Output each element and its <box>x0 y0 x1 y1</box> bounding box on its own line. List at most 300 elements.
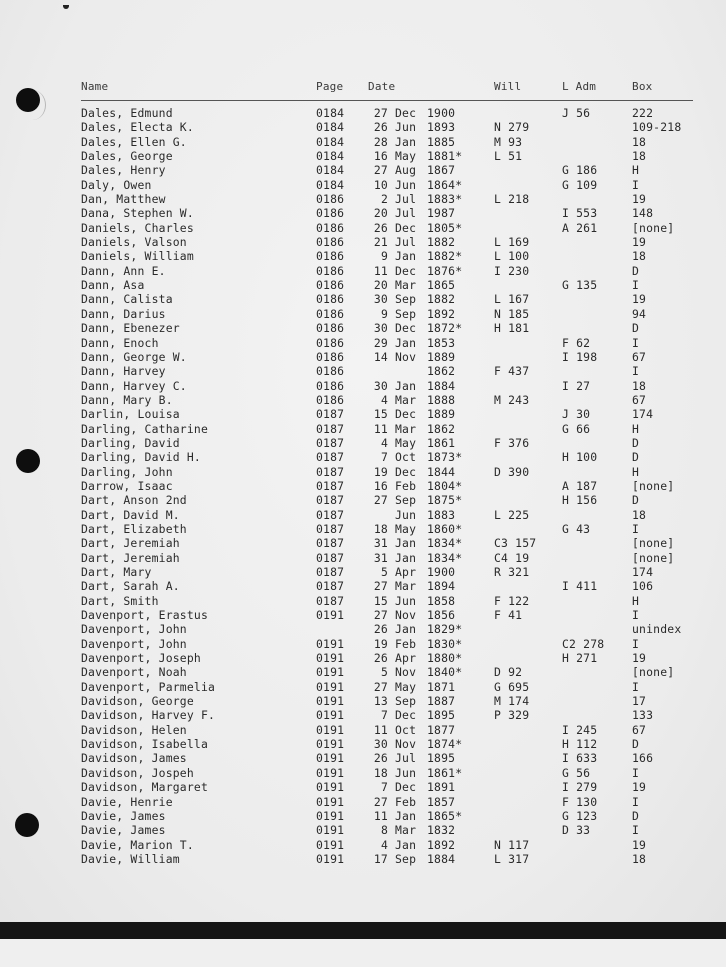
cell-date <box>368 120 482 134</box>
cell-box: 109-218 <box>632 120 682 135</box>
date-year: 1900 <box>427 106 456 120</box>
date-year: 1865* <box>427 808 463 823</box>
date-day: 14 <box>373 349 388 364</box>
cell-date <box>368 465 482 479</box>
table-row <box>81 379 693 393</box>
date-month: May <box>395 679 417 694</box>
date-day: 26 <box>373 220 388 235</box>
cell-name: Davie, James <box>81 823 166 838</box>
cell-box: D <box>632 450 640 465</box>
date-month: Mar <box>395 579 417 594</box>
date-day: 28 <box>373 134 388 149</box>
cell-l-adm: I 553 <box>562 206 598 221</box>
table-row <box>81 651 693 665</box>
table-row <box>81 522 693 536</box>
punch-hole-middle <box>16 449 40 473</box>
cell-box: 166 <box>632 751 654 766</box>
date-day: 26 <box>373 622 388 637</box>
table-row <box>81 292 693 306</box>
date-month: Oct <box>395 722 417 737</box>
table-row <box>81 364 693 378</box>
date-day: 18 <box>373 765 388 780</box>
cell-name: Darrow, Isaac <box>81 478 173 493</box>
date-year: 1900 <box>427 565 456 579</box>
cell-page: 0191 <box>316 608 345 623</box>
date-day: 21 <box>373 235 388 250</box>
cell-l-adm: H 100 <box>562 450 598 465</box>
cell-name: Dart, Anson 2nd <box>81 493 187 508</box>
date-month: Feb <box>395 478 417 493</box>
cell-page: 0191 <box>316 851 345 866</box>
cell-box: [none] <box>632 220 675 235</box>
cell-box: 133 <box>632 708 654 723</box>
cell-date <box>368 450 482 464</box>
cell-date <box>368 723 482 737</box>
cell-name: Davenport, John <box>81 636 187 651</box>
date-month: Nov <box>395 349 417 364</box>
cell-page: 0191 <box>316 708 345 723</box>
cell-name: Dann, Darius <box>81 306 166 321</box>
date-month: Sep <box>395 292 417 307</box>
date-month: Dec <box>395 220 417 235</box>
date-year: 1871 <box>427 679 456 694</box>
cell-page: 0184 <box>316 134 345 149</box>
date-month: Sep <box>395 694 417 709</box>
cell-will: F 437 <box>494 364 530 379</box>
cell-date <box>368 838 482 852</box>
cell-l-adm: I 279 <box>562 780 598 795</box>
cell-l-adm: D 33 <box>562 823 591 838</box>
cell-date <box>368 522 482 536</box>
date-day: 8 <box>380 823 388 838</box>
date-year: 1987 <box>427 206 456 221</box>
cell-date <box>368 321 482 335</box>
cell-name: Darling, David <box>81 435 180 450</box>
cell-name: Dart, Jeremiah <box>81 536 180 551</box>
cell-name: Davidson, James <box>81 751 187 766</box>
cell-box: D <box>632 435 640 450</box>
date-year: 1892 <box>427 837 456 852</box>
cell-date <box>368 206 482 220</box>
date-year: 1867 <box>427 163 456 178</box>
cell-name: Davie, Marion T. <box>81 837 194 852</box>
date-month: Jun <box>395 177 417 192</box>
table-row <box>81 120 693 134</box>
cell-box: 148 <box>632 206 654 221</box>
table-row <box>81 838 693 852</box>
table-row <box>81 737 693 751</box>
cell-name: Dann, Harvey <box>81 364 166 379</box>
cell-date <box>368 665 482 679</box>
cell-page: 0191 <box>316 679 345 694</box>
cell-l-adm: H 271 <box>562 651 598 666</box>
date-month: Jan <box>395 550 417 565</box>
cell-date <box>368 235 482 249</box>
cell-page: 0186 <box>316 306 345 321</box>
date-month: Mar <box>395 278 417 293</box>
date-month: Jan <box>395 134 417 149</box>
cell-box: 106 <box>632 579 654 594</box>
cell-page: 0187 <box>316 579 345 594</box>
table-row <box>81 206 693 220</box>
cell-l-adm: H 112 <box>562 737 598 752</box>
date-day: 17 <box>373 851 388 866</box>
date-day: 4 <box>380 435 388 450</box>
cell-name: Davidson, Margaret <box>81 780 209 795</box>
cell-page: 0191 <box>316 737 345 752</box>
date-day: 16 <box>373 478 388 493</box>
date-month: Dec <box>395 407 417 422</box>
date-month: Jan <box>395 622 417 637</box>
date-month: Sep <box>395 493 417 508</box>
cell-page: 0186 <box>316 321 345 336</box>
date-month: Jan <box>395 536 417 551</box>
date-month: Mar <box>395 392 417 407</box>
date-month: Jul <box>395 235 417 250</box>
cell-box: H <box>632 421 640 436</box>
cell-will: M 93 <box>494 134 523 149</box>
cell-box: D <box>632 321 640 336</box>
cell-name: Davidson, Jospeh <box>81 765 194 780</box>
cell-page: 0187 <box>316 493 345 508</box>
cell-box: 18 <box>632 134 647 149</box>
cell-l-adm: J 56 <box>562 106 591 120</box>
cell-l-adm: G 66 <box>562 421 591 436</box>
cell-box: 19 <box>632 780 647 795</box>
cell-date <box>368 737 482 751</box>
cell-name: Dann, Ebenezer <box>81 321 180 336</box>
cell-will: N 117 <box>494 837 530 852</box>
cell-box: unindex <box>632 622 682 637</box>
cell-will: M 243 <box>494 392 530 407</box>
cell-date <box>368 192 482 206</box>
cell-box: I <box>632 823 640 838</box>
table-row <box>81 565 693 579</box>
date-day: 27 <box>373 163 388 178</box>
cell-date <box>368 622 482 636</box>
cell-date <box>368 708 482 722</box>
date-month: Nov <box>395 665 417 680</box>
date-year: 1861* <box>427 765 463 780</box>
date-month: Jan <box>395 808 417 823</box>
date-year: 1857 <box>427 794 456 809</box>
cell-date <box>368 651 482 665</box>
cell-name: Davidson, Harvey F. <box>81 708 216 723</box>
header-page: Page <box>316 80 344 93</box>
cell-name: Daniels, Charles <box>81 220 194 235</box>
cell-page: 0187 <box>316 536 345 551</box>
cell-name: Dann, Calista <box>81 292 173 307</box>
table-row <box>81 407 693 421</box>
date-day: 27 <box>373 106 388 120</box>
header-rule <box>81 100 693 101</box>
cell-page: 0191 <box>316 694 345 709</box>
cell-box: H <box>632 163 640 178</box>
cell-date <box>368 163 482 177</box>
cell-date <box>368 694 482 708</box>
table-row <box>81 795 693 809</box>
cell-name: Dales, Edmund <box>81 106 173 120</box>
cell-page: 0187 <box>316 565 345 579</box>
cell-name: Dann, George W. <box>81 349 187 364</box>
cell-date <box>368 680 482 694</box>
date-year: 1805* <box>427 220 463 235</box>
cell-box: 222 <box>632 106 654 120</box>
date-day: 2 <box>380 192 388 207</box>
table-row <box>81 766 693 780</box>
cell-box: 17 <box>632 694 647 709</box>
cell-page: 0186 <box>316 292 345 307</box>
cell-box: 19 <box>632 837 647 852</box>
cell-date <box>368 608 482 622</box>
cell-name: Davidson, Isabella <box>81 737 209 752</box>
cell-page: 0187 <box>316 450 345 465</box>
date-year: 1861 <box>427 435 456 450</box>
date-day: 27 <box>373 608 388 623</box>
date-year: 1887 <box>427 694 456 709</box>
cell-page: 0187 <box>316 478 345 493</box>
cell-name: Davidson, Helen <box>81 722 187 737</box>
cell-will: N 279 <box>494 120 530 135</box>
date-year: 1884 <box>427 378 456 393</box>
table-row <box>81 192 693 206</box>
date-year: 1853 <box>427 335 456 350</box>
date-day: 27 <box>373 579 388 594</box>
index-table <box>81 80 693 866</box>
date-year: 1862 <box>427 364 456 379</box>
date-year: 1829* <box>427 622 463 637</box>
cell-date <box>368 751 482 765</box>
cell-name: Davenport, Parmelia <box>81 679 216 694</box>
date-year: 1883* <box>427 192 463 207</box>
date-day: 30 <box>373 321 388 336</box>
scan-bottom-border <box>0 922 726 939</box>
date-day: 4 <box>380 392 388 407</box>
cell-box: D <box>632 737 640 752</box>
cell-will: L 218 <box>494 192 530 207</box>
table-row <box>81 594 693 608</box>
date-month: Jan <box>395 335 417 350</box>
cell-name: Dart, Smith <box>81 593 159 608</box>
cell-name: Davenport, Joseph <box>81 651 201 666</box>
cell-page: 0191 <box>316 722 345 737</box>
cell-box: 18 <box>632 851 647 866</box>
table-row <box>81 450 693 464</box>
cell-date <box>368 536 482 550</box>
cell-will: G 695 <box>494 679 530 694</box>
table-row <box>81 608 693 622</box>
date-month: Dec <box>395 263 417 278</box>
cell-page: 0191 <box>316 780 345 795</box>
cell-date <box>368 422 482 436</box>
header-box: Box <box>632 80 653 93</box>
cell-page: 0184 <box>316 106 345 120</box>
date-year: 1883 <box>427 507 456 522</box>
date-month: Feb <box>395 636 417 651</box>
cell-will: M 174 <box>494 694 530 709</box>
cell-page: 0191 <box>316 665 345 680</box>
cell-will: D 92 <box>494 665 523 680</box>
table-header <box>81 80 693 98</box>
table-row <box>81 751 693 765</box>
cell-box: 67 <box>632 392 647 407</box>
date-month: Dec <box>395 464 417 479</box>
date-year: 1877 <box>427 722 456 737</box>
cell-will: L 51 <box>494 149 523 164</box>
cell-page: 0186 <box>316 192 345 207</box>
cell-date <box>368 221 482 235</box>
date-year: 1874* <box>427 737 463 752</box>
cell-date <box>368 551 482 565</box>
cell-name: Dart, Mary <box>81 565 152 579</box>
date-month: Jul <box>395 206 417 221</box>
cell-name: Dart, Elizabeth <box>81 521 187 536</box>
cell-page: 0187 <box>316 550 345 565</box>
cell-box: [none] <box>632 478 675 493</box>
cell-box: 19 <box>632 651 647 666</box>
date-year: 1830* <box>427 636 463 651</box>
cell-will: L 167 <box>494 292 530 307</box>
cell-page: 0186 <box>316 392 345 407</box>
cell-date <box>368 479 482 493</box>
date-year: 1858 <box>427 593 456 608</box>
date-day: 27 <box>373 493 388 508</box>
cell-l-adm: G 123 <box>562 808 598 823</box>
cell-page: 0186 <box>316 349 345 364</box>
cell-l-adm: G 56 <box>562 765 591 780</box>
date-year: 1888 <box>427 392 456 407</box>
cell-name: Dales, Ellen G. <box>81 134 187 149</box>
cell-page: 0186 <box>316 206 345 221</box>
date-day: 27 <box>373 794 388 809</box>
cell-box: I <box>632 335 640 350</box>
date-year: 1872* <box>427 321 463 336</box>
cell-name: Davie, Henrie <box>81 794 173 809</box>
date-month: May <box>395 149 417 164</box>
cell-will: D 390 <box>494 464 530 479</box>
table-row <box>81 465 693 479</box>
cell-l-adm: I 245 <box>562 722 598 737</box>
table-row <box>81 622 693 636</box>
date-year: 1856 <box>427 608 456 623</box>
date-day: 30 <box>373 737 388 752</box>
cell-page: 0191 <box>316 765 345 780</box>
cell-l-adm: G 43 <box>562 521 591 536</box>
table-row <box>81 680 693 694</box>
cell-page: 0187 <box>316 421 345 436</box>
date-day: 15 <box>373 407 388 422</box>
cell-name: Davenport, Erastus <box>81 608 209 623</box>
cell-box: 19 <box>632 235 647 250</box>
date-year: 1864* <box>427 177 463 192</box>
cell-box: 19 <box>632 292 647 307</box>
date-year: 1891 <box>427 780 456 795</box>
date-year: 1893 <box>427 120 456 135</box>
cell-box: I <box>632 177 640 192</box>
cell-date <box>368 436 482 450</box>
date-day: 30 <box>373 378 388 393</box>
date-year: 1882 <box>427 235 456 250</box>
cell-page: 0184 <box>316 120 345 135</box>
date-day: 20 <box>373 206 388 221</box>
table-row <box>81 163 693 177</box>
cell-date <box>368 823 482 837</box>
header-date: Date <box>368 80 396 93</box>
punch-hole-top <box>16 88 40 112</box>
cell-l-adm: G 186 <box>562 163 598 178</box>
cell-page: 0191 <box>316 794 345 809</box>
cell-will: L 317 <box>494 851 530 866</box>
table-row <box>81 536 693 550</box>
cell-box: 94 <box>632 306 647 321</box>
cell-page: 0187 <box>316 507 345 522</box>
date-month: Feb <box>395 794 417 809</box>
date-year: 1834* <box>427 550 463 565</box>
date-day: 5 <box>380 565 388 579</box>
date-day: 31 <box>373 536 388 551</box>
date-day: 19 <box>373 636 388 651</box>
cell-page: 0186 <box>316 263 345 278</box>
date-year: 1884 <box>427 851 456 866</box>
date-year: 1873* <box>427 450 463 465</box>
date-month: Nov <box>395 608 417 623</box>
table-row <box>81 637 693 651</box>
table-row <box>81 278 693 292</box>
cell-box: 174 <box>632 407 654 422</box>
date-month: Sep <box>395 306 417 321</box>
cell-date <box>368 766 482 780</box>
date-day: 16 <box>373 149 388 164</box>
date-month: Jul <box>395 751 417 766</box>
cell-page: 0186 <box>316 335 345 350</box>
date-day: 9 <box>380 249 388 264</box>
cell-box: I <box>632 765 640 780</box>
cell-box: I <box>632 794 640 809</box>
cell-box: I <box>632 278 640 293</box>
cell-box: I <box>632 636 640 651</box>
date-year: 1880* <box>427 651 463 666</box>
table-row <box>81 508 693 522</box>
cell-l-adm: A 261 <box>562 220 598 235</box>
date-day: 27 <box>373 679 388 694</box>
date-year: 1876* <box>427 263 463 278</box>
cell-date <box>368 565 482 579</box>
cell-l-adm: J 30 <box>562 407 591 422</box>
date-day: 7 <box>380 450 388 465</box>
date-day: 5 <box>380 665 388 680</box>
cell-box: 174 <box>632 565 654 579</box>
cell-l-adm: I 198 <box>562 349 598 364</box>
cell-l-adm: F 130 <box>562 794 598 809</box>
date-month: Dec <box>395 106 417 120</box>
cell-date <box>368 292 482 306</box>
cell-will: L 225 <box>494 507 530 522</box>
cell-name: Davidson, George <box>81 694 194 709</box>
cell-box: I <box>632 679 640 694</box>
table-row <box>81 350 693 364</box>
date-day: 11 <box>373 421 388 436</box>
table-row <box>81 551 693 565</box>
date-month: Jun <box>395 507 417 522</box>
table-row <box>81 780 693 794</box>
cell-date <box>368 393 482 407</box>
cell-date <box>368 264 482 278</box>
cell-box: D <box>632 493 640 508</box>
table-row <box>81 852 693 866</box>
cell-l-adm: I 411 <box>562 579 598 594</box>
date-month: Jun <box>395 765 417 780</box>
date-day: 26 <box>373 651 388 666</box>
